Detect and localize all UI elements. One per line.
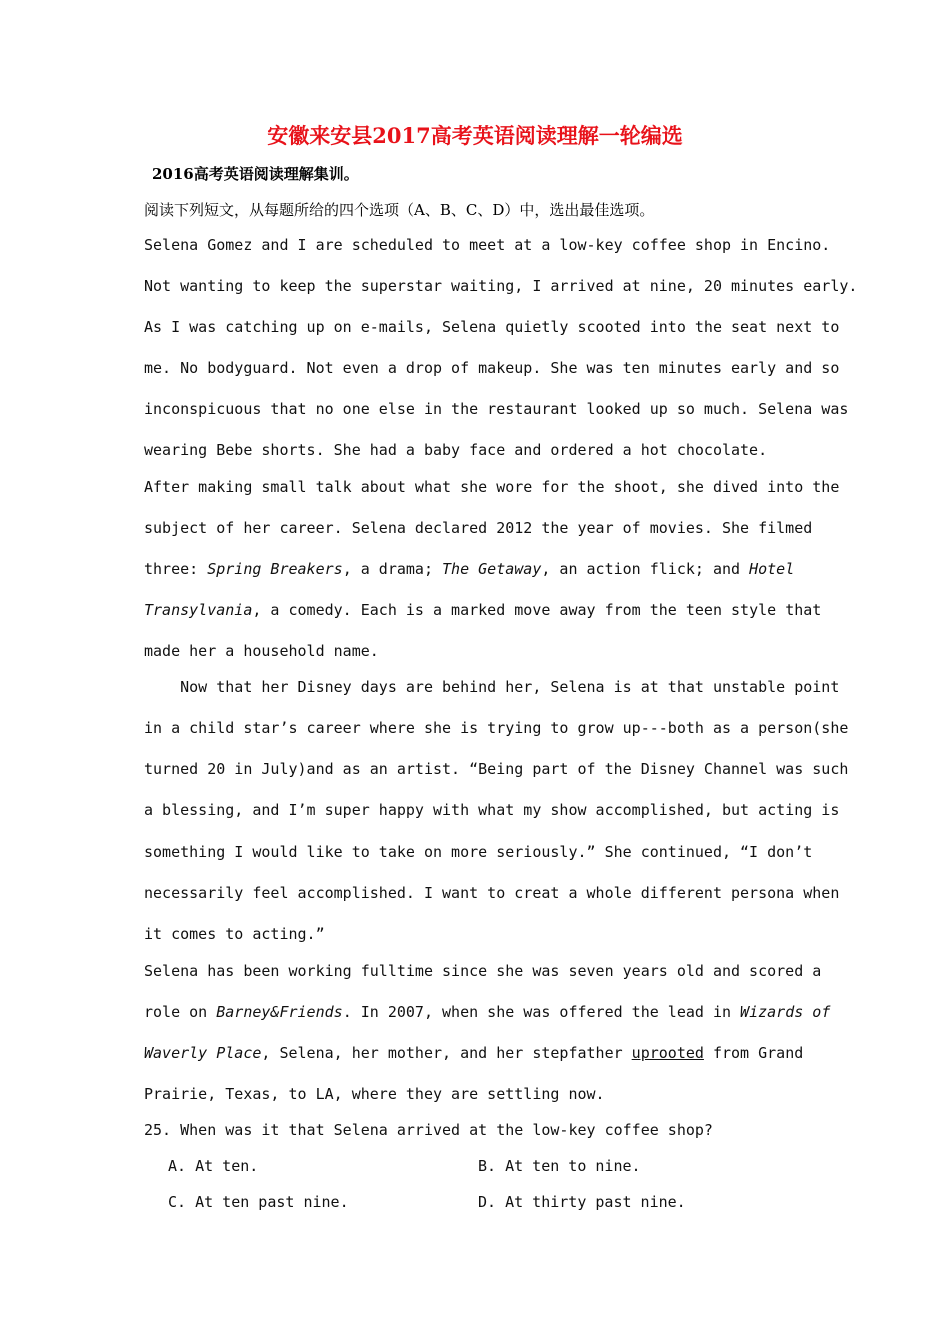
movie-title: Transylvania	[144, 601, 253, 619]
passage-line	[144, 601, 821, 619]
passage-line: Now that her Disney days are behind her, Selena is at that unstable point	[144, 678, 840, 696]
document-title: 安徽来安县2017高考英语阅读理解一轮编选	[267, 123, 683, 148]
text-span: , a comedy. Each is a marked move away from the teen style that	[252, 601, 822, 619]
passage-line: After making small talk about what she wore for the shoot, she dived into the	[144, 478, 840, 496]
question-text: 25. When was it that Selena arrived at the low-key coffee shop?	[144, 1121, 713, 1139]
passage-line: in a child star’s career where she is trying to grow up---both as a person(she	[144, 719, 849, 737]
passage-line	[144, 560, 794, 578]
passage-line: me. No bodyguard. Not even a drop of makeup. She was ten minutes early and so	[144, 359, 840, 377]
text-span: . In 2007, when she was offered the lead in	[342, 1003, 741, 1021]
show-title: Wizards of	[740, 1003, 831, 1021]
passage-line: As I was catching up on e-mails, Selena quietly scooted into the seat next to	[144, 318, 840, 336]
show-title: Barney&Friends	[216, 1003, 343, 1021]
text-span: , a drama;	[342, 560, 443, 578]
passage-line: necessarily feel accomplished. I want to creat a whole different persona when	[144, 884, 840, 902]
passage-line	[144, 1003, 830, 1021]
document-subtitle: 2016高考英语阅读理解集训。	[152, 165, 359, 183]
option-d: D. At thirty past nine.	[478, 1193, 686, 1211]
passage-line: made her a household name.	[144, 642, 379, 660]
passage-line: Not wanting to keep the superstar waiting, I arrived at nine, 20 minutes early.	[144, 277, 858, 295]
passage-line: inconspicuous that no one else in the restaurant looked up so much. Selena was	[144, 400, 849, 418]
passage-line: Selena has been working fulltime since she was seven years old and scored a	[144, 962, 822, 980]
instructions: 阅读下列短文，从每题所给的四个选项（A、B、C、D）中，选出最佳选项。	[144, 201, 655, 219]
passage-line: something I would like to take on more seriously.” She continued, “I don’t	[144, 843, 813, 861]
text-span: role on	[144, 1003, 217, 1021]
passage-line: it comes to acting.”	[144, 925, 325, 943]
text-span: three:	[144, 560, 208, 578]
text-span: , Selena, her mother, and her stepfather	[261, 1044, 632, 1062]
movie-title: The Getaway	[442, 560, 542, 578]
text-span: , an action flick; and	[541, 560, 750, 578]
underlined-word: uprooted	[631, 1044, 704, 1062]
passage-line: Prairie, Texas, to LA, where they are settling now.	[144, 1085, 605, 1103]
passage-line: Selena Gomez and I are scheduled to meet at a low-key coffee shop in Encino.	[144, 236, 831, 254]
passage-line: subject of her career. Selena declared 2012 the year of movies. She filmed	[144, 519, 813, 537]
passage-line: turned 20 in July)and as an artist. “Being part of the Disney Channel was such	[144, 760, 849, 778]
passage-line	[144, 1044, 803, 1062]
option-b: B. At ten to nine.	[478, 1157, 641, 1175]
option-c: C. At ten past nine.	[168, 1193, 349, 1211]
passage-line: a blessing, and I’m super happy with what my show accomplished, but acting is	[144, 801, 840, 819]
movie-title: Spring Breakers	[207, 560, 343, 578]
option-a: A. At ten.	[168, 1157, 259, 1175]
show-title: Waverly Place	[144, 1044, 262, 1062]
text-span: from Grand	[703, 1044, 804, 1062]
passage-line: wearing Bebe shorts. She had a baby face and ordered a hot chocolate.	[144, 441, 768, 459]
movie-title: Hotel	[749, 560, 795, 578]
